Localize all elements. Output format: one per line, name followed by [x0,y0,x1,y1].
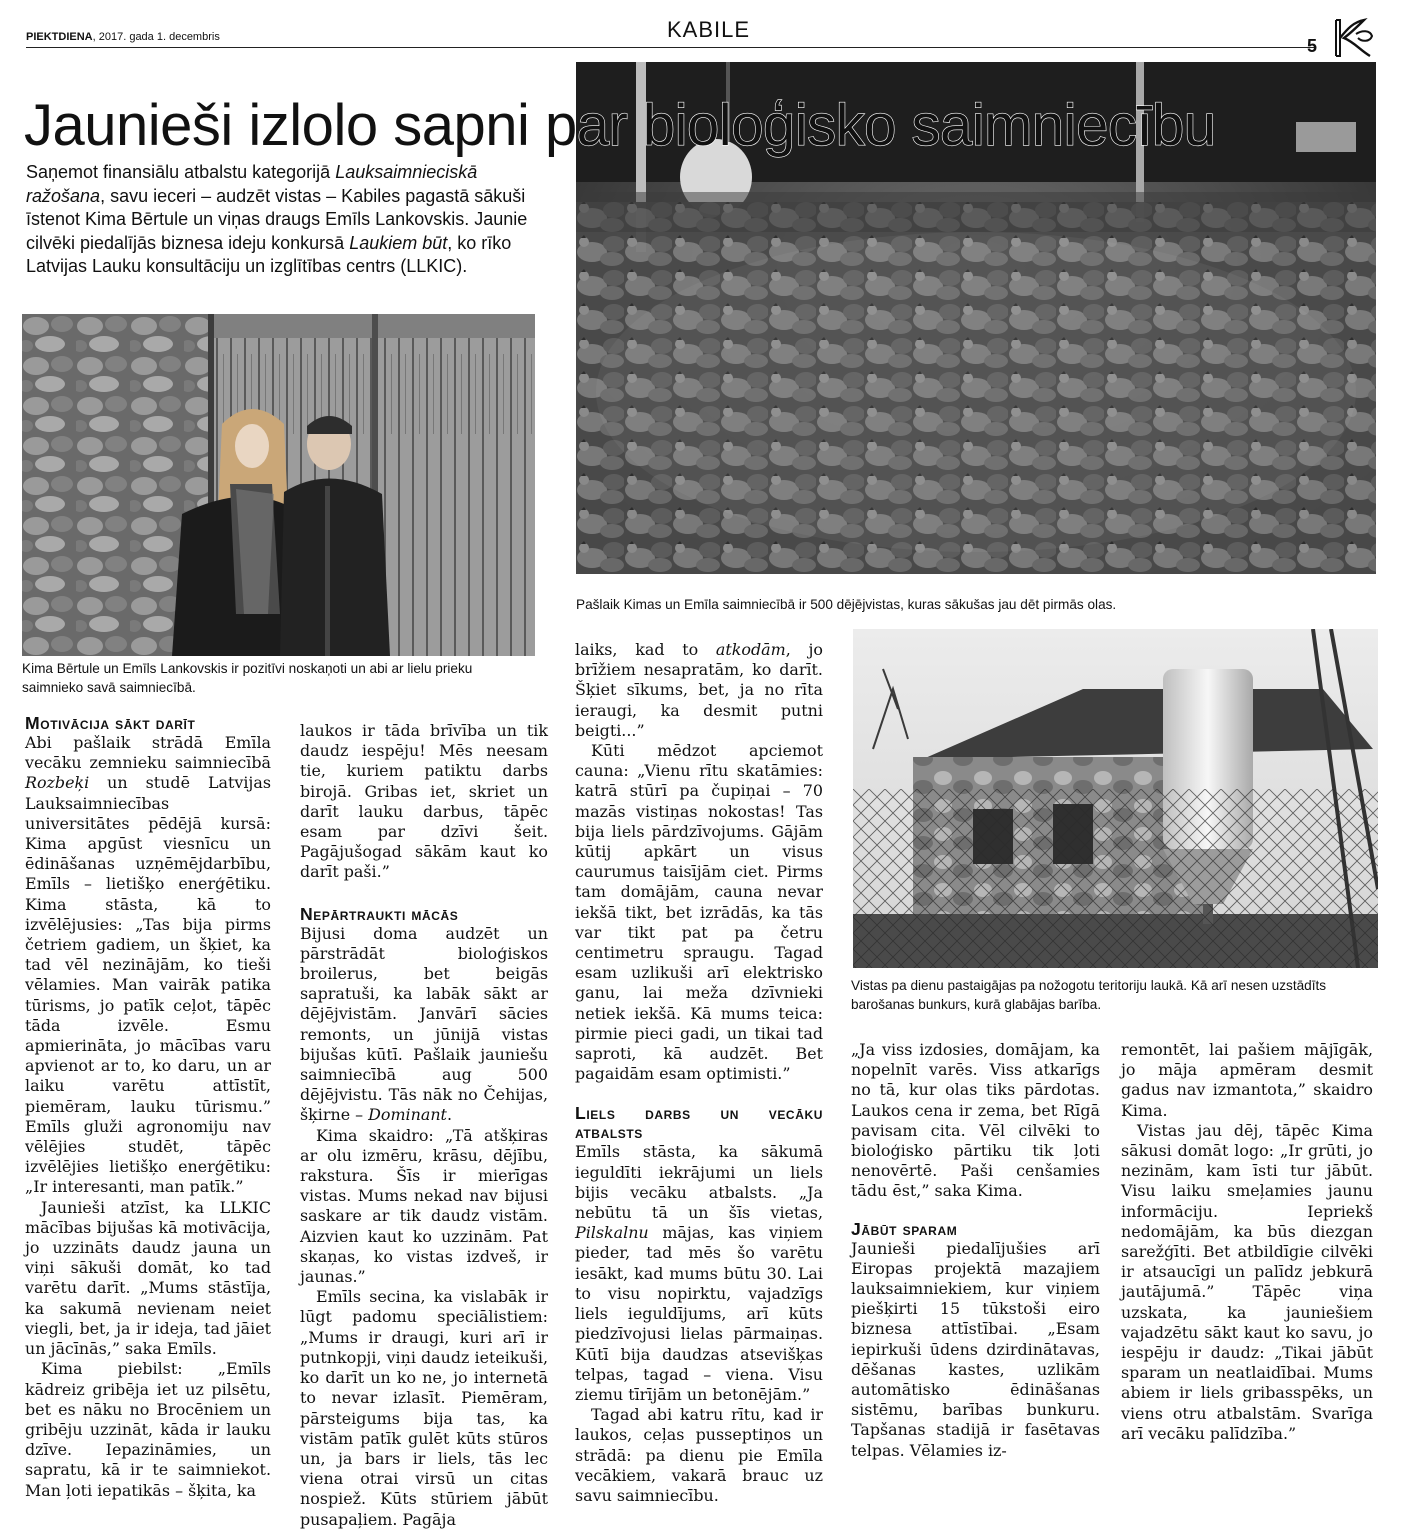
article-lead [26,161,546,279]
lead-text-1: Saņemot finansiālu atbalstu kategorijā [26,162,336,182]
paragraph: Tagad abi katru rītu, kad ir laukos, ceļas pusseptiņos un strādā: pa dienu pie Emīla vecākiem, vakarā brauc uz savu saimniecību. [575,1405,823,1505]
photo-stone-barn-with-feed-silo [853,629,1378,968]
text: , jo brīžiem nesapratām, ko darīt. Šķiet sīkums, bet, ja no rīta ieraugi, ka desmit putni beigti...” [575,640,823,740]
italic-text: Rozbeķi [25,773,90,793]
article-column-4 [851,1040,1100,1461]
paragraph: Kūti mēdzot apciemot cauna: „Vienu rītu skatāmies: katrā stūrī pa čupiņai – 70 mazās vistiņas nokostas! Tas bija liels pārdzīvojums. Gājām kūtij apkārt un visus caurumus taisījām ciet. Pirms tam domājām, cauna nevar iekšā tikt, bet izrādās, ka tās var tikt pat pa četru centimetru spraugu. Tagad esam uzlikuši arī elektrisko ganu, lai meža dzīvnieki netiek iekšā. Kā mums teica: pirmie pieci gadi, un tikai tad saproti, kā audzēt. Bet pagaidām esam optimisti.” [575,741,823,1084]
lead-italic-1: Lauksaimnieciskā ražošana [26,162,478,206]
paragraph: Kima piebilst: „Emīls kādreiz gribēja iet uz pilsētu, bet es nāku no Brocēniem un gribēju uzzināt, kāda ir lauku dzīve. Iepazināmies, un sapratu, kā ir te saimniekot. Man ļoti iepatikās – šķita, ka [25,1359,271,1500]
photo-caption-couple: Kima Bērtule un Emīls Lankovskis ir pozitīvi noskaņoti un abi ar lielu prieku saimnieko savā saimniecībā. [22,661,473,695]
article-column-5 [1121,1040,1373,1444]
lead-text-2: , savu ieceri – audzēt vistas – Kabiles pagastā sākuši īstenot Kima Bērtule un viņas draugs Emīls Lankovskis. Jaunie cilvēki piedalījās biznesa ideju konkursā [26,185,528,253]
article-headline: Jaunieši izlolo sapni par bioloģisko saimniecību [24,93,1216,158]
lead-italic-2: Laukiem būt [349,232,448,253]
text: Bijusi doma audzēt un pārstrādāt bioloģiskos broilerus, bet beigās sapratuši, ka labāk sākt ar dējējvistām. Janvārī sācies remonts, un jūnijā vistas bijušas kūtī. Pašlaik jauniešu saimniecībā aug 500 dējējvistu. Tās nāk no Čehijas, šķirne – [300,923,548,1125]
article-column-3 [575,640,823,1506]
paragraph [25,733,271,1198]
text: Abi pašlaik strādā Emīla vecāku zemnieku saimniecībā [25,733,271,773]
paragraph: „Ja viss izdosies, domājam, ka nopelnīt varēs. Viss atkarīgs no tā, kur olas tiks pārdotas. Laukos cena ir zema, bet Rīgā pavisam cita. Vēl cilvēki to bioloģisko pārtiku tik ļoti nenovērtē. Paši cenšamies tādu ēst,” saka Kima. [851,1040,1100,1201]
article-column-1 [25,714,271,1501]
paragraph: Jaunieši atzīst, ka LLKIC mācības bijušas kā motivācija, jo uzzināts daudz jauna un viņi sākuši domāt, ko tad varētu darīt. „Mums stāstīja, ka sakumā nevienam neiet viegli, bet, ja ir ideja, tad jāiet un jācīnās,” saka Emīls. [25,1197,271,1359]
kabile-logo-icon [1330,16,1376,60]
article-column-2 [300,721,548,1530]
paragraph: Jaunieši piedalījušies arī Eiropas projektā mazajiem lauksaimniekiem, kur viņiem piešķirti 15 tūkstoši eiro biznesa attīstībai. „Esam iepirkuši ūdens dzirdinātavas, dēšanas kastes, uzlikām automātisko ēdināšanas sistēmu, barības bunkuru. Tapšanas stadijā ir fasētavas telpas. Vēlamies iz- [851,1238,1100,1460]
text: mājas, kas viņiem pieder, tad mēs šo varētu iesākt, kad mums būtu 30. Lai to visu nopirktu, vajadzīgs liels ieguldījums, arī kūts piedzīvojusi lielas pārmaiņas. Kūtī bija daudzas atsevišķas telpas, tagad – viena. Visu ziemu tīrījām un betonējām.” [575,1223,823,1404]
issue-date [26,31,220,43]
text: un studē Latvijas Lauksaimniecības universitātes pēdējā kursā: Kima apgūst viesnīcu un ēdināšanas uzņēmējdarbību, Emīls – lietišķo enerģētiku. Kima stāsta, kā to izvēlējusies: „Tas bija pirms četriem gadiem, un šķiet, ka tad vēl nezinājām, ko tieši vēlamies. Man vairāk patika tūrisms, jo patīk ceļot, tāpēc tāda izvēle. Esmu apmierināta, jo mācības varu apvienot ar to, ko daru, un ar laiku varētu attīstīt, piemēram, lauku tūrismu.” Emīls gluži agronomiju nav vēlējies studēt, tāpēc izvēlējies lietišķo enerģētiku: „Ir interesanti, man patīk.” [25,773,271,1197]
text: laiks, kad to [575,640,716,659]
section-title: KABILE [667,17,751,42]
subheading-parents-support: Liels darbs un vecāku atbalsts [575,1103,823,1143]
text: . [446,1105,453,1125]
lead-text-3: , ko rīko Latvijas Lauku konsultāciju un izglītības centrs (LLKIC). [26,232,512,277]
subheading-need-energy: Jābūt sparam [851,1218,958,1239]
photo-caption-hens: Pašlaik Kimas un Emīla saimniecībā ir 500 dējējvistas, kuras sākušas jau dēt pirmās olas. [576,597,1117,612]
page-number: 5 [1307,36,1318,56]
paragraph: Kima skaidro: „Tā atšķiras ar olu izmēru, krāsu, dējību, rakstura. Šīs ir mierīgas vistas. Mums nekad nav bijusi saskare ar tik daudz vistām. Aizvien kaut ko uzzinām. Pat skaņas, ko vistas izdveš, ir jaunas.” [300,1125,548,1287]
header-divider [26,47,1316,48]
paragraph: remontēt, lai pašiem mājīgāk, jo māja apmēram desmit gadus nav izmantota,” skaidro Kima. [1121,1040,1373,1120]
text: Emīls stāsta, ka sākumā ieguldīti iekrājumi un liels bijis vecāku atbalsts. „Ja nebūtu tā un šīs vietas, [575,1142,823,1223]
paragraph [575,1142,823,1405]
paragraph: Vistas jau dēj, tāpēc Kima sākusi domāt logo: „Ir grūti, jo nezinām, kam īsti tur jābūt. Visu laiku smeļamies jaunu informāciju. Iepriekš nedomājām, ka būs diezgan sarežģīti. Bet atbildīgie cilvēki ir atsaucīgi un palīdz jebkurā jautājumā.” Tāpēc viņa uzskata, ka jauniešiem vajadzētu sākt kaut ko savu, jo iespēju ir daudz: „Tikai jābūt sparam un neatlaidībai. Mums abiem ir liels gribasspēks, un viens otru atbalstām. Svarīga arī vecāku palīdzība.” [1121,1120,1373,1443]
paragraph [575,640,823,741]
italic-text: Pilskalnu [575,1223,649,1243]
paragraph: laukos ir tāda brīvība un tik daudz iespēju! Mēs neesam tie, kuriem patiktu darbs birojā. Gribas iet, skriet un darīt lauku darbus, tāpēc esam par dzīvi šeit. Pagājušogad sākām kaut ko darīt paši.” [300,721,548,882]
italic-text: Dominant [368,1105,447,1125]
paragraph: Emīls secina, ka vislabāk ir lūgt padomu speciālistiem: „Mums ir draugi, kuri arī ir putnkopji, viņi daudz ieteikuši, ko darīt un ko ne, jo internetā to nevar izlasīt. Piemēram, pārsteigums bija tas, ka vistām patīk gulēt kūts stūros un, ja bars ir liels, tās lec viena otrai virsū un citas nospiež. Kūts stūriem jābūt pusapaļiem. Pagāja [300,1287,548,1529]
issue-day: PIEKTDIENA [26,31,93,43]
photo-couple-at-barn-door [22,314,535,656]
subheading-motivation: Motivācija sākt darīt [25,713,196,733]
photo-caption-barn: Vistas pa dienu pastaigājas pa nožogotu teritoriju laukā. Kā arī nesen uzstādīts barošanas bunkurs, kurā glabājas barība. [851,978,1327,1012]
issue-date-rest: , 2017. gada 1. decembris [92,31,220,43]
paragraph [300,924,548,1126]
italic-text: atkodām [715,640,786,659]
subheading-learning: Nepārtraukti mācās [300,903,459,924]
